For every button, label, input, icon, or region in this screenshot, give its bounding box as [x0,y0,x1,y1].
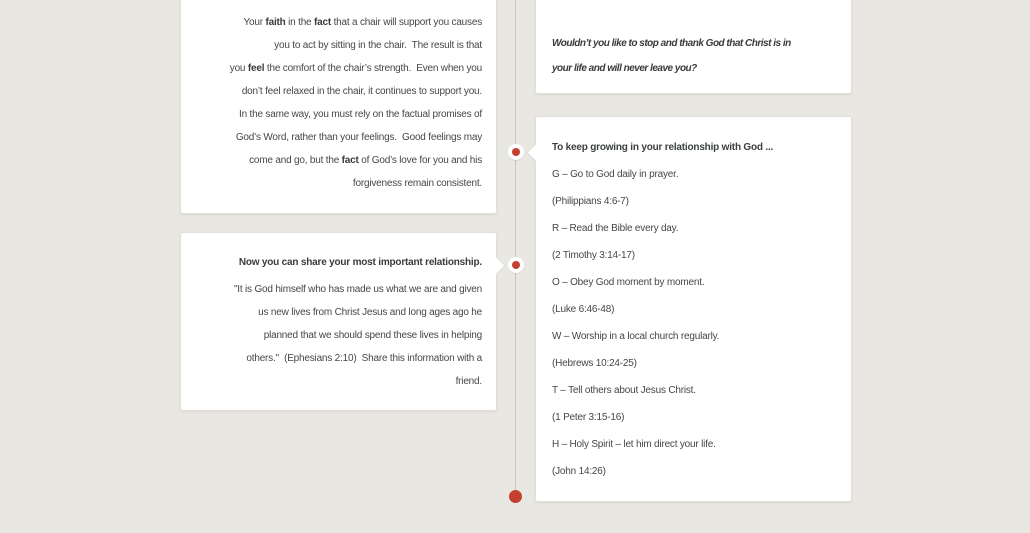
text-line: don’t feel relaxed in the chair, it continues to support you. [241,86,482,97]
timeline-end-dot [509,490,522,503]
text-line: O – Obey God moment by moment. [552,277,705,288]
text-line: (Hebrews 10:24-25) [552,358,637,369]
text-line: come and go, but the fact of God’s love for you and his [249,155,482,166]
card-pointer-left [526,143,544,161]
text-line: God’s Word, rather than your feelings. Good feelings may [235,132,482,143]
text-line: your life and will never leave you? [552,63,697,74]
text-line: others." (Ephesians 2:10) Share this information with a [246,353,482,364]
text-line: Wouldn’t you like to stop and thank God that Christ is in [552,38,791,49]
timeline-card-growth-acrostic [535,116,852,502]
text-line: T – Tell others about Jesus Christ. [552,385,696,396]
text-line: In the same way, you must rely on the factual promises of [239,109,482,120]
timeline-card-thank-god [535,0,852,94]
text-line: H – Holy Spirit – let him direct your life. [552,439,716,450]
card-text [195,11,482,195]
text-line: you feel the comfort of the chair’s strength. Even when you [229,63,482,74]
text-line: Your faith in the fact that a chair will support you causes [243,17,482,28]
text-line: forgiveness remain consistent. [352,178,482,189]
timeline-card-faith-fact-feel [180,0,497,214]
timeline-line [515,0,516,494]
timeline-dot [508,257,524,273]
text-line: (John 14:26) [552,466,606,477]
text-line: (1 Peter 3:15-16) [552,412,625,423]
timeline-dot-core [512,261,520,269]
card-pointer-right [487,256,505,274]
card-title: Now you can share your most important relationship. [238,257,482,268]
timeline-dot [508,144,524,160]
text-line: you to act by sitting in the chair. The result is that [274,40,482,51]
text-line: W – Worship in a local church regularly. [552,331,720,342]
card-text [552,31,835,81]
card-text [195,278,482,393]
text-line: (2 Timothy 3:14-17) [552,250,635,261]
card-text [552,161,835,485]
timeline-card-share-relationship [180,232,497,411]
text-line: planned that we should spend these lives in helping [263,330,482,341]
card-title: To keep growing in your relationship with God ... [552,142,774,153]
timeline-dot-core [512,148,520,156]
text-line: "It is God himself who has made us what we are and given [233,284,482,295]
text-line: us new lives from Christ Jesus and long ages ago he [258,307,482,318]
text-line: (Luke 6:46-48) [552,304,615,315]
text-line: (Philippians 4:6-7) [552,196,629,207]
text-line: R – Read the Bible every day. [552,223,679,234]
text-line: friend. [455,376,482,387]
text-line: G – Go to God daily in prayer. [552,169,679,180]
